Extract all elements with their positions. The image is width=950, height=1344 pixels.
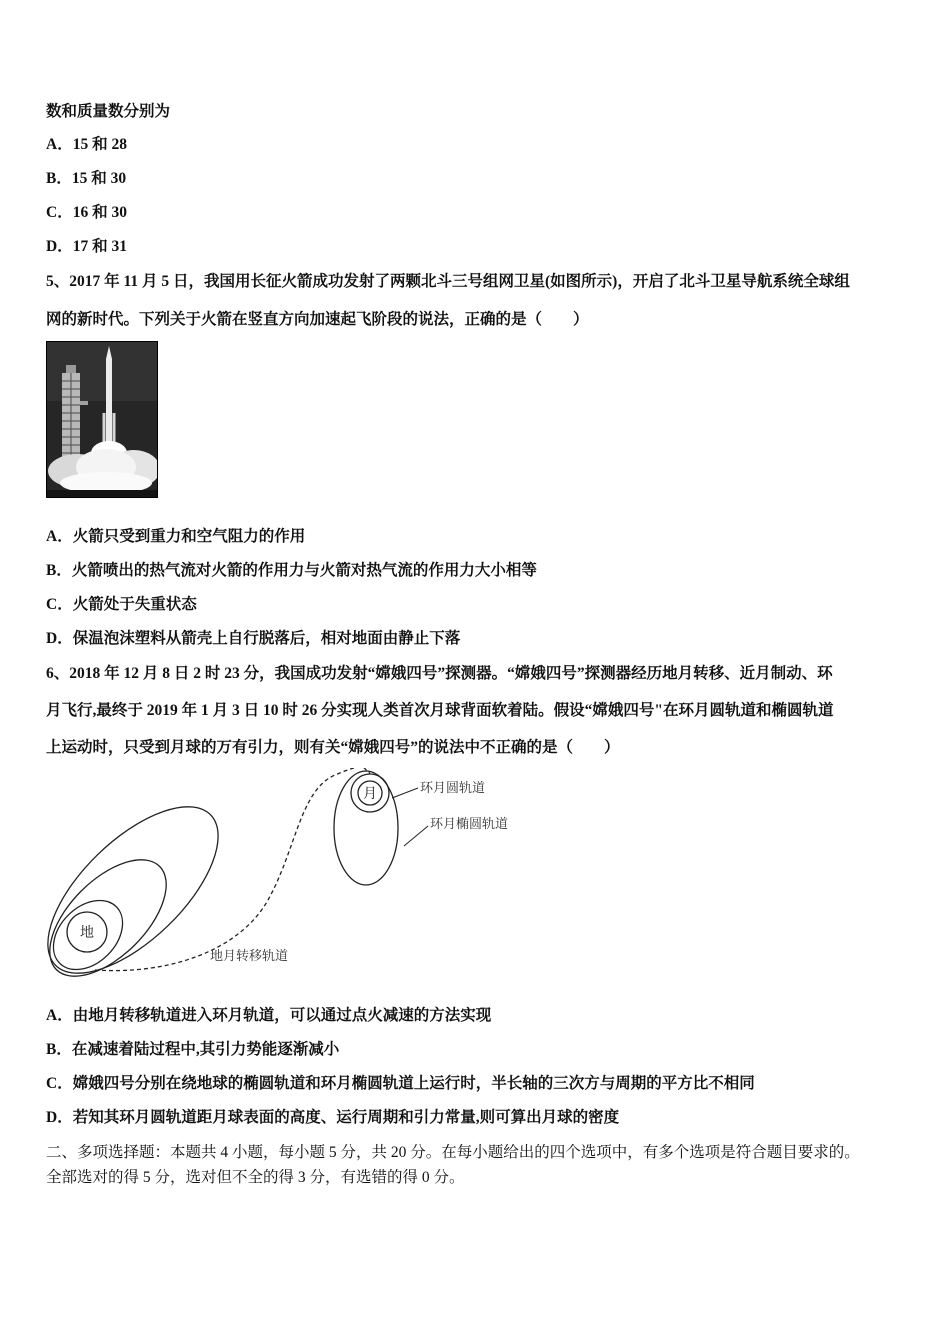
q5-option-a: A．火箭只受到重力和空气阻力的作用 — [46, 528, 306, 545]
transfer-orbit-path — [95, 768, 370, 971]
photo-ground — [46, 490, 158, 498]
lunar-circular-orbit-label: 环月圆轨道 — [420, 781, 486, 796]
q4-stem-end: 数和质量数分别为 — [46, 103, 171, 120]
earth-label: 地 — [80, 925, 94, 941]
circular-orbit-leader — [392, 788, 418, 798]
q4-option-d: D．17 和 31 — [46, 238, 127, 255]
q6-stem-line-2: 月飞行,最终于 2019 年 1 月 3 日 10 时 26 分实现人类首次月球背面软着陆。假设“嫦娥四号"在环月圆轨道和椭圆轨道 — [46, 702, 834, 719]
earth-orbit-middle — [46, 840, 186, 978]
q4-option-b: B．15 和 30 — [46, 170, 127, 187]
q4-option-a: A．15 和 28 — [46, 136, 127, 153]
elliptical-orbit-leader — [404, 826, 428, 846]
q5-option-d: D．保温泡沫塑料从箭壳上自行脱落后，相对地面由静止下落 — [46, 630, 461, 647]
q5-stem-line-1: 5、2017 年 11 月 5 日，我国用长征火箭成功发射了两颗北斗三号组网卫星(如图所示)，开启了北斗卫星导航系统全球组 — [46, 273, 850, 290]
rocket-launch-svg — [46, 341, 158, 498]
rocket-launch-photo — [46, 341, 158, 498]
q6-stem-line-1: 6、2018 年 12 月 8 日 2 时 23 分，我国成功发射“嫦娥四号”探测器。“嫦娥四号”探测器经历地月转移、近月制动、环 — [46, 665, 833, 682]
q6-option-c: C．嫦娥四号分别在绕地球的椭圆轨道和环月椭圆轨道上运行时，半长轴的三次方与周期的平方比不相同 — [46, 1075, 755, 1092]
q4-option-c: C．16 和 30 — [46, 204, 127, 221]
orbit-diagram — [46, 768, 526, 978]
q6-option-a: A．由地月转移轨道进入环月轨道，可以通过点火减速的方法实现 — [46, 1007, 492, 1024]
q5-stem-line-2: 网的新时代。下列关于火箭在竖直方向加速起飞阶段的说法，正确的是（ ） — [46, 311, 589, 328]
q6-option-b: B．在减速着陆过程中,其引力势能逐渐减小 — [46, 1041, 340, 1058]
orbit-diagram-svg — [46, 768, 526, 978]
section2-instructions-line-1: 二、多项选择题：本题共 4 小题，每小题 5 分，共 20 分。在每小题给出的四个选项中，有多个选项是符合题目要求的。 — [46, 1144, 860, 1161]
q5-option-b: B．火箭喷出的热气流对火箭的作用力与火箭对热气流的作用力大小相等 — [46, 562, 537, 579]
q5-option-c: C．火箭处于失重状态 — [46, 596, 197, 613]
lunar-elliptical-orbit-label: 环月椭圆轨道 — [430, 817, 509, 832]
section2-instructions-line-2: 全部选对的得 5 分，选对但不全的得 3 分，有选错的得 0 分。 — [46, 1169, 465, 1186]
q6-option-d: D．若知其环月圆轨道距月球表面的高度、运行周期和引力常量,则可算出月球的密度 — [46, 1109, 620, 1126]
q6-stem-line-3: 上运动时，只受到月球的万有引力，则有关“嫦娥四号”的说法中不正确的是（ ） — [46, 739, 620, 756]
transfer-orbit-label: 地月转移轨道 — [210, 949, 289, 964]
moon-label: 月 — [363, 786, 377, 802]
